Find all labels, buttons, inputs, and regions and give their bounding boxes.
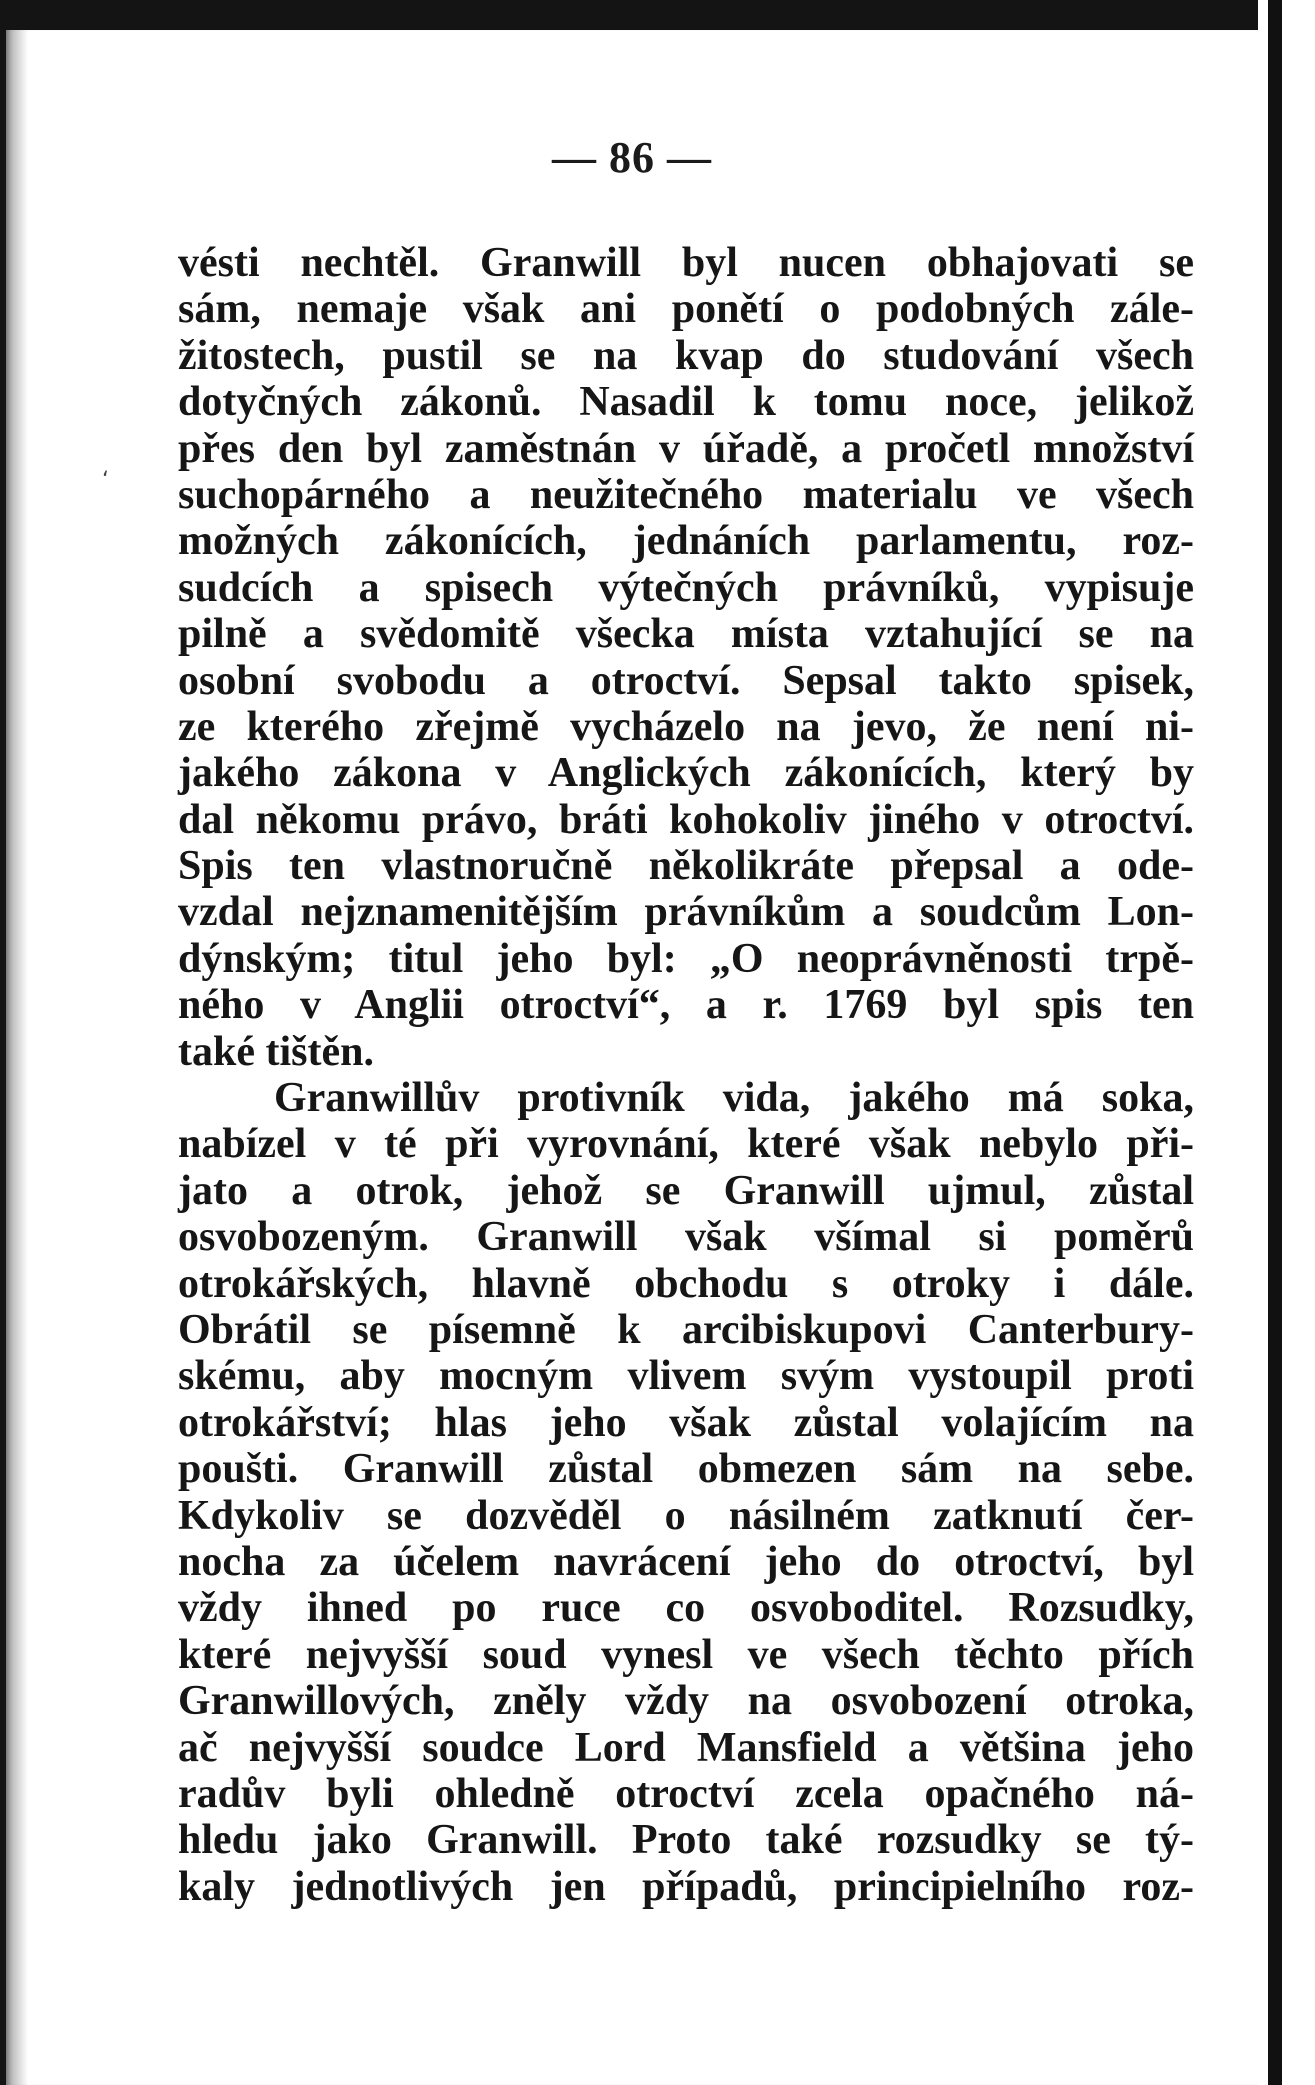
page-number: — 86 — bbox=[552, 133, 712, 182]
text-line: vzdal nejznamenitějším právníkům a soudcům Lon- bbox=[178, 889, 1194, 936]
text-line: suchopárného a neužitečného materialu ve všech bbox=[178, 471, 1194, 518]
text-line: také tištěn. bbox=[178, 1028, 374, 1075]
text-line: Granwillův protivník vida, jakého má soka, bbox=[274, 1075, 1194, 1122]
adjacent-page-edge bbox=[1258, 0, 1315, 2085]
binding-shadow bbox=[6, 30, 28, 2085]
text-line: sudcích a spisech výtečných právníků, vypisuje bbox=[178, 564, 1194, 611]
margin-mark: ‘ bbox=[102, 468, 109, 493]
text-line: otrokářských, hlavně obchodu s otroky i dále. bbox=[178, 1260, 1194, 1307]
text-line: pilně a svědomitě všecka místa vztahující se na bbox=[178, 611, 1194, 658]
text-line: jakého zákona v Anglických zákonících, který by bbox=[178, 750, 1194, 797]
text-line: skému, aby mocným vlivem svým vystoupil proti bbox=[178, 1353, 1194, 1400]
body-text bbox=[178, 240, 1194, 1910]
text-line: osobní svobodu a otroctví. Sepsal takto spisek, bbox=[178, 657, 1194, 704]
text-line: nocha za účelem navrácení jeho do otroctví, byl bbox=[178, 1538, 1194, 1585]
text-line: vésti nechtěl. Granwill byl nucen obhajovati se bbox=[178, 240, 1194, 286]
text-line: Obrátil se písemně k arcibiskupovi Canterbury- bbox=[178, 1306, 1194, 1353]
text-line: otrokářství; hlas jeho však zůstal volajícím na bbox=[178, 1399, 1194, 1446]
paragraph-2 bbox=[178, 1075, 1194, 1910]
text-line: Granwillových, zněly vždy na osvobození otroka, bbox=[178, 1678, 1194, 1725]
text-line: ného v Anglii otroctví“, a r. 1769 byl spis ten bbox=[178, 982, 1194, 1029]
text-line: Spis ten vlastnoručně několikráte přepsal a ode- bbox=[178, 843, 1194, 890]
text-line: ze kterého zřejmě vycházelo na jevo, že není ni- bbox=[178, 703, 1194, 750]
text-line: poušti. Granwill zůstal obmezen sám na sebe. bbox=[178, 1446, 1194, 1493]
text-line: kaly jednotlivých jen případů, principielního roz- bbox=[178, 1863, 1194, 1910]
text-line: dotyčných zákonů. Nasadil k tomu noce, jelikož bbox=[178, 379, 1194, 426]
text-line: možných zákonících, jednáních parlamentu, roz- bbox=[178, 518, 1194, 565]
text-line: Kdykoliv se dozvěděl o násilném zatknutí čer- bbox=[178, 1492, 1194, 1539]
text-line: hledu jako Granwill. Proto také rozsudky se tý- bbox=[178, 1817, 1194, 1864]
paper-page bbox=[6, 30, 1258, 2085]
text-line: žitostech, pustil se na kvap do studování všech bbox=[178, 332, 1194, 379]
text-line: osvobozeným. Granwill však všímal si poměrů bbox=[178, 1214, 1194, 1261]
paragraph-1 bbox=[178, 240, 1194, 1075]
text-line: jato a otrok, jehož se Granwill ujmul, zůstal bbox=[178, 1167, 1194, 1214]
text-line: nabízel v té při vyrovnání, které však nebylo při- bbox=[178, 1121, 1194, 1168]
page-edge-shadow bbox=[1268, 0, 1282, 2085]
text-line: které nejvyšší soud vynesl ve všech těchto přích bbox=[178, 1631, 1194, 1678]
text-line: sám, nemaje však ani ponětí o podobných zále- bbox=[178, 286, 1194, 333]
text-line: dal někomu právo, bráti kohokoliv jiného v otroctví. bbox=[178, 796, 1194, 843]
text-line: dýnským; titul jeho byl: „O neoprávněnosti trpě- bbox=[178, 935, 1194, 982]
text-line: ač nejvyšší soudce Lord Mansfield a většina jeho bbox=[178, 1724, 1194, 1771]
text-line: radův byli ohledně otroctví zcela opačného ná- bbox=[178, 1770, 1194, 1817]
text-line: přes den byl zaměstnán v úřadě, a pročetl množství bbox=[178, 425, 1194, 472]
text-line: vždy ihned po ruce co osvoboditel. Rozsudky, bbox=[178, 1585, 1194, 1632]
